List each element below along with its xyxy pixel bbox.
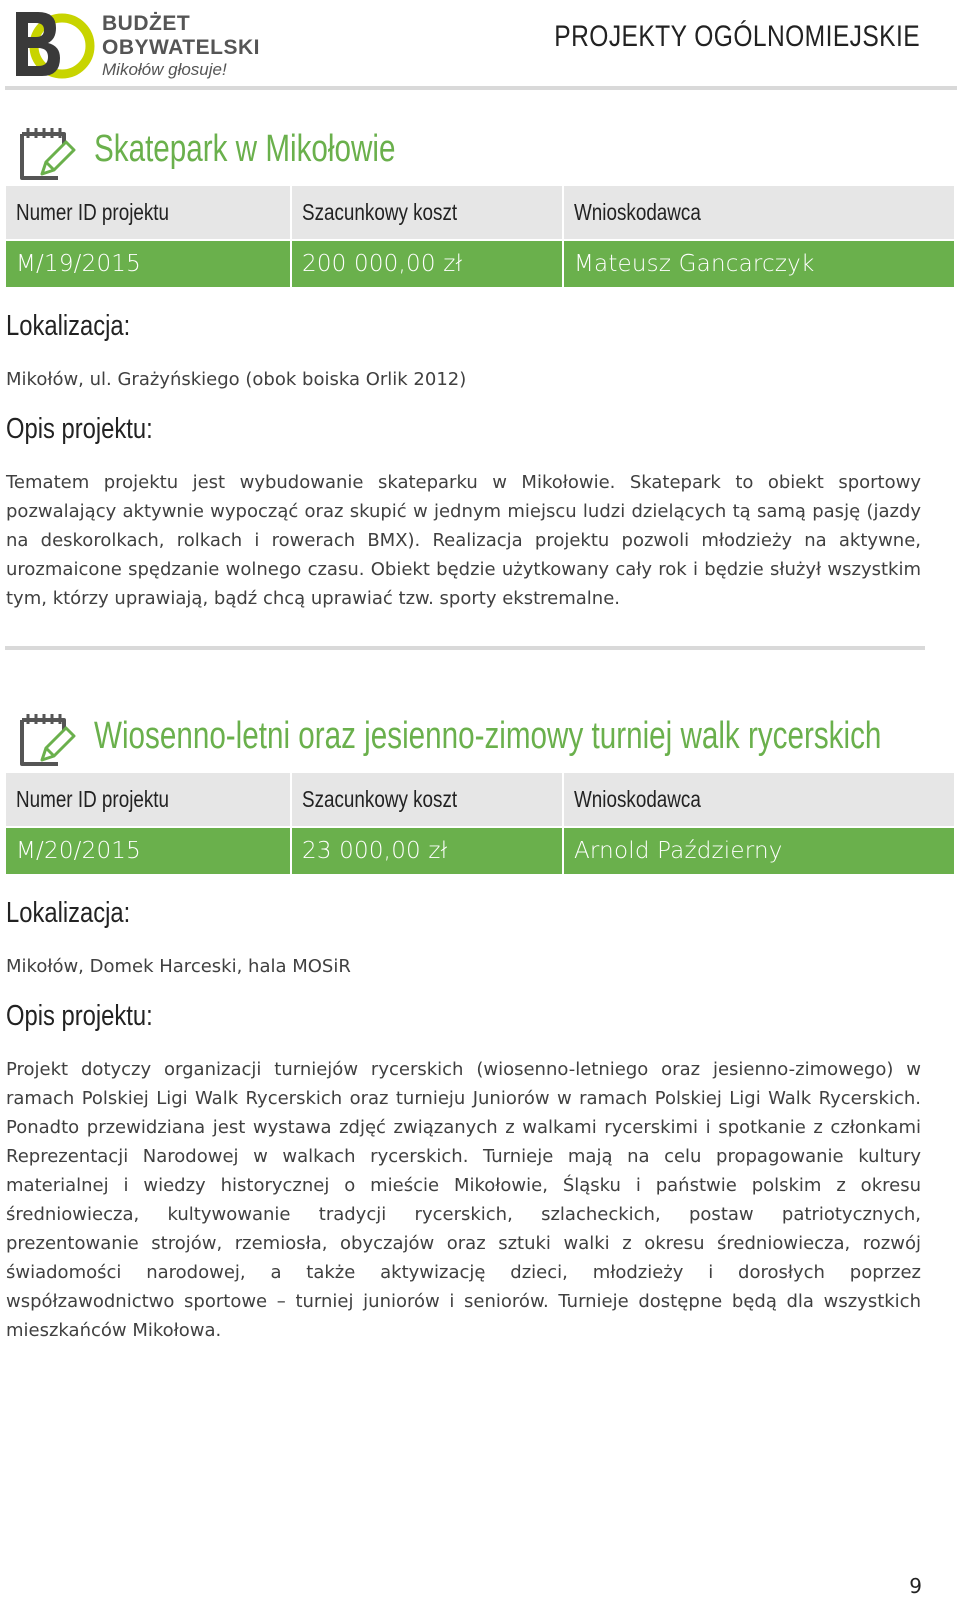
location-label: Lokalizacja: <box>6 897 131 929</box>
location-text: Mikołów, Domek Harceski, hala MOSiR <box>6 956 351 977</box>
project-title: Wiosenno-letni oraz jesienno-zimowy turniej walk rycerskich <box>94 715 882 757</box>
table-header-row <box>6 186 954 240</box>
col-header-id: Numer ID projektu <box>6 186 291 240</box>
location-label: Lokalizacja: <box>6 310 131 342</box>
project-id: M/20/2015 <box>6 827 291 874</box>
project-id: M/19/2015 <box>6 240 291 287</box>
table-value-row <box>6 827 954 874</box>
budzet-obywatelski-logo <box>8 6 288 84</box>
project-info-table <box>6 186 954 287</box>
project-applicant: Arnold Październy <box>563 827 954 874</box>
description-text: Tematem projektu jest wybudowanie skateparku w Mikołowie. Skatepark to obiekt sportowy pozwalający aktywnie wypocząć oraz skupić w jednym miejscu ludzi dzielących tą samą pasję (jazdy na deskorolkach, rolkach i rowerach BMX). Realizacja projektu pozwoli młodzieży na aktywne, urozmaicone spędzanie wolnego czasu. Obiekt będzie użytkowany cały rok i będzie służył wszystkim tym, którzy uprawiają, bądź chcą uprawiać tzw. sporty ekstremalne. <box>6 472 921 609</box>
header-divider <box>5 86 957 90</box>
description-text: Projekt dotyczy organizacji turniejów rycerskich (wiosenno-letniego oraz jesienno-zimowego) w ramach Polskiej Ligi Walk Rycerskich oraz turnieju Juniorów w ramach Polskiej Ligi Walk Rycerskich. Ponadto przewidziana jest wystawa zdjęć związanych z walkami rycerskimi i spotkanie z członkami Reprezentacji Narodowej w walkach rycerskich. Turnieje mają na celu propagowanie kultury materialnej i wiedzy historycznej o mieście Mikołowie, Śląsku i państwie polskim z okresu średniowiecza, kultywowanie tradycji rycerskich, szlacheckich, postaw patriotycznych, prezentowanie strojów, rzemiosła, obyczajów oraz sztuki walki z okresu średniowiecza, rozwój świadomości narodowej, a także aktywizację dzieci, młodzieży i dorosłych poprzez współzawodnictwo sportowe – turniej juniorów i seniorów. Turnieje dostępne będą dla wszystkich mieszkańców Mikołowa. <box>6 1059 921 1341</box>
table-header-row <box>6 773 954 827</box>
calendar-pencil-icon <box>18 124 76 182</box>
section-divider <box>5 646 925 650</box>
page-number: 9 <box>909 1574 922 1598</box>
col-header-cost: Szacunkowy koszt <box>291 773 563 827</box>
col-header-applicant: Wnioskodawca <box>563 773 954 827</box>
logo-line-2: OBYWATELSKI <box>102 36 260 59</box>
project-applicant: Mateusz Gancarczyk <box>563 240 954 287</box>
project-info-table <box>6 773 954 874</box>
project-title: Skatepark w Mikołowie <box>94 128 396 170</box>
project-cost: 200 000,00 zł <box>291 240 563 287</box>
location-text: Mikołów, ul. Grażyńskiego (obok boiska Orlik 2012) <box>6 369 467 390</box>
calendar-pencil-icon <box>18 710 76 768</box>
description-label: Opis projektu: <box>6 413 153 445</box>
col-header-cost: Szacunkowy koszt <box>291 186 563 240</box>
logo-line-1: BUDŻET <box>102 12 191 35</box>
page-header <box>0 0 960 92</box>
logo-mark-icon <box>8 6 98 84</box>
table-value-row <box>6 240 954 287</box>
document-title: PROJEKTY OGÓLNOMIEJSKIE <box>554 20 920 53</box>
logo-tagline: Mikołów głosuje! <box>102 60 227 79</box>
col-header-applicant: Wnioskodawca <box>563 186 954 240</box>
col-header-id: Numer ID projektu <box>6 773 291 827</box>
project-cost: 23 000,00 zł <box>291 827 563 874</box>
description-label: Opis projektu: <box>6 1000 153 1032</box>
